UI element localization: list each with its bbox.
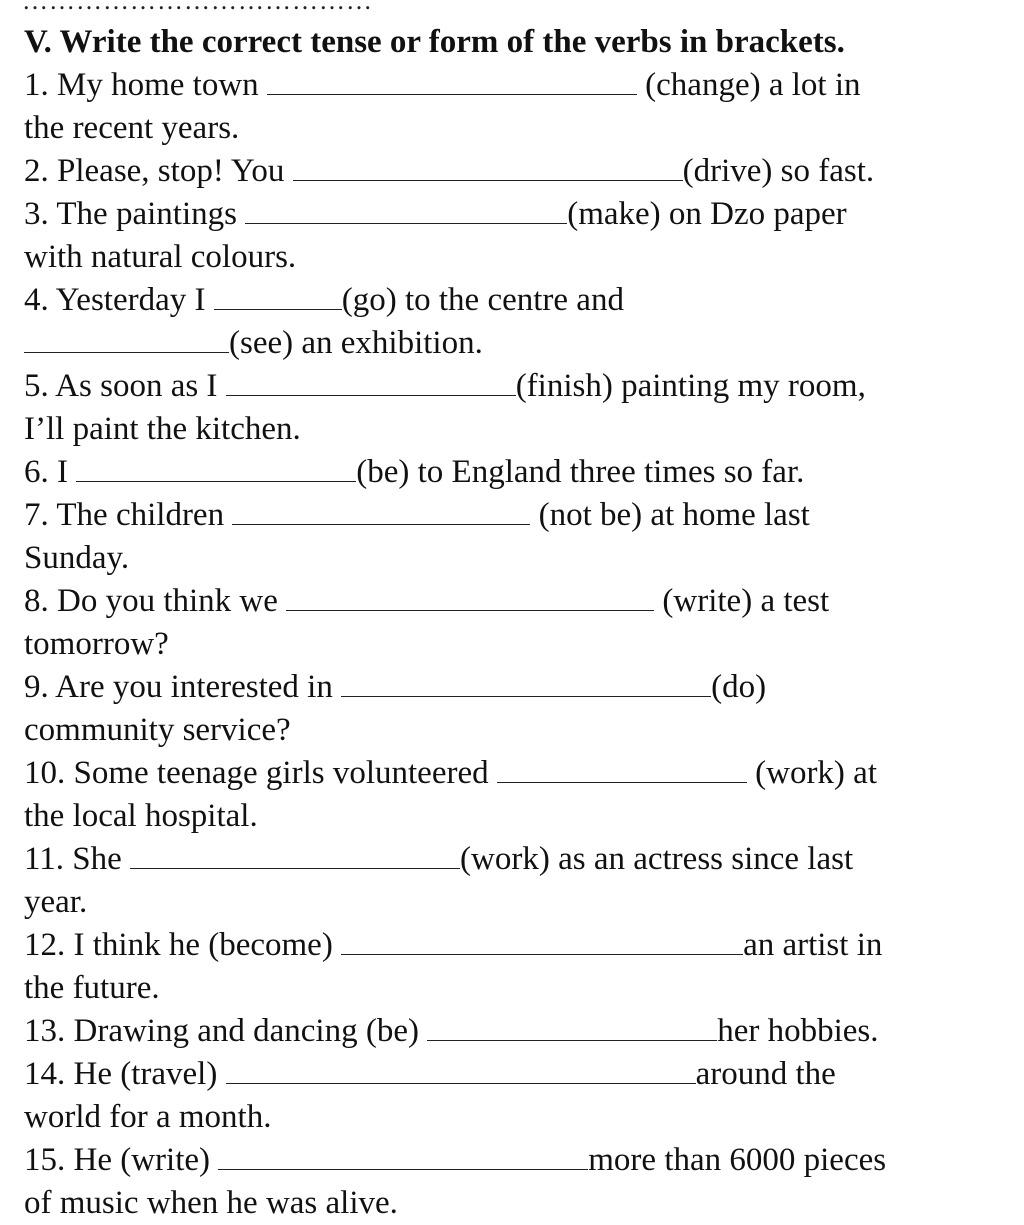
question-1-continued: the recent years. xyxy=(24,110,240,146)
question-4: 4. Yesterday I (go) to the centre and xyxy=(24,282,624,318)
question-7-continued: Sunday. xyxy=(24,540,130,576)
question-3: 3. The paintings (make) on Dzo paper xyxy=(24,196,847,232)
answer-blank-2[interactable] xyxy=(293,152,683,181)
exercise-title: V. Write the correct tense or form of the verbs in brackets. xyxy=(24,24,845,60)
question-7: 7. The children (not be) at home last xyxy=(24,497,810,533)
question-12: 12. I think he (become) an artist in xyxy=(24,927,883,963)
answer-blank-15[interactable] xyxy=(218,1141,588,1170)
answer-blank-4b[interactable] xyxy=(24,324,229,353)
question-14-continued: world for a month. xyxy=(24,1099,272,1135)
exercise-sheet xyxy=(24,21,1004,1225)
question-5-continued: I’ll paint the kitchen. xyxy=(24,411,301,447)
question-11-continued: year. xyxy=(24,884,88,920)
answer-blank-8[interactable] xyxy=(286,582,654,611)
question-10-continued: the local hospital. xyxy=(24,798,258,834)
top-dotted-line: ………………………………… xyxy=(22,0,373,15)
answer-blank-4a[interactable] xyxy=(214,281,342,310)
question-11: 11. She (work) as an actress since last xyxy=(24,841,854,877)
question-4-continued: (see) an exhibition. xyxy=(24,322,1004,365)
question-9: 9. Are you interested in (do) xyxy=(24,669,767,705)
answer-blank-14[interactable] xyxy=(226,1055,696,1084)
question-8-continued: tomorrow? xyxy=(24,626,169,662)
question-3-continued: with natural colours. xyxy=(24,239,297,275)
answer-blank-1[interactable] xyxy=(267,66,637,95)
question-14: 14. He (travel) around the xyxy=(24,1056,836,1092)
answer-blank-13[interactable] xyxy=(427,1012,717,1041)
question-15: 15. He (write) more than 6000 pieces xyxy=(24,1142,887,1178)
answer-blank-3[interactable] xyxy=(245,195,567,224)
answer-blank-9[interactable] xyxy=(341,668,711,697)
question-12-continued: the future. xyxy=(24,970,160,1006)
question-9-continued: community service? xyxy=(24,712,291,748)
question-10: 10. Some teenage girls volunteered (work) at xyxy=(24,755,877,791)
answer-blank-5[interactable] xyxy=(226,367,516,396)
question-1: 1. My home town (change) a lot in xyxy=(24,67,861,103)
answer-blank-10[interactable] xyxy=(497,754,747,783)
question-2: 2. Please, stop! You (drive) so fast. xyxy=(24,153,875,189)
question-15-continued: of music when he was alive. xyxy=(24,1185,398,1221)
answer-blank-11[interactable] xyxy=(130,840,460,869)
question-13: 13. Drawing and dancing (be) her hobbies. xyxy=(24,1013,879,1049)
answer-blank-7[interactable] xyxy=(232,496,530,525)
question-6: 6. I (be) to England three times so far. xyxy=(24,454,805,490)
answer-blank-12[interactable] xyxy=(341,926,743,955)
question-8: 8. Do you think we (write) a test xyxy=(24,583,830,619)
question-5: 5. As soon as I (finish) painting my room, xyxy=(24,368,866,404)
answer-blank-6[interactable] xyxy=(76,453,356,482)
